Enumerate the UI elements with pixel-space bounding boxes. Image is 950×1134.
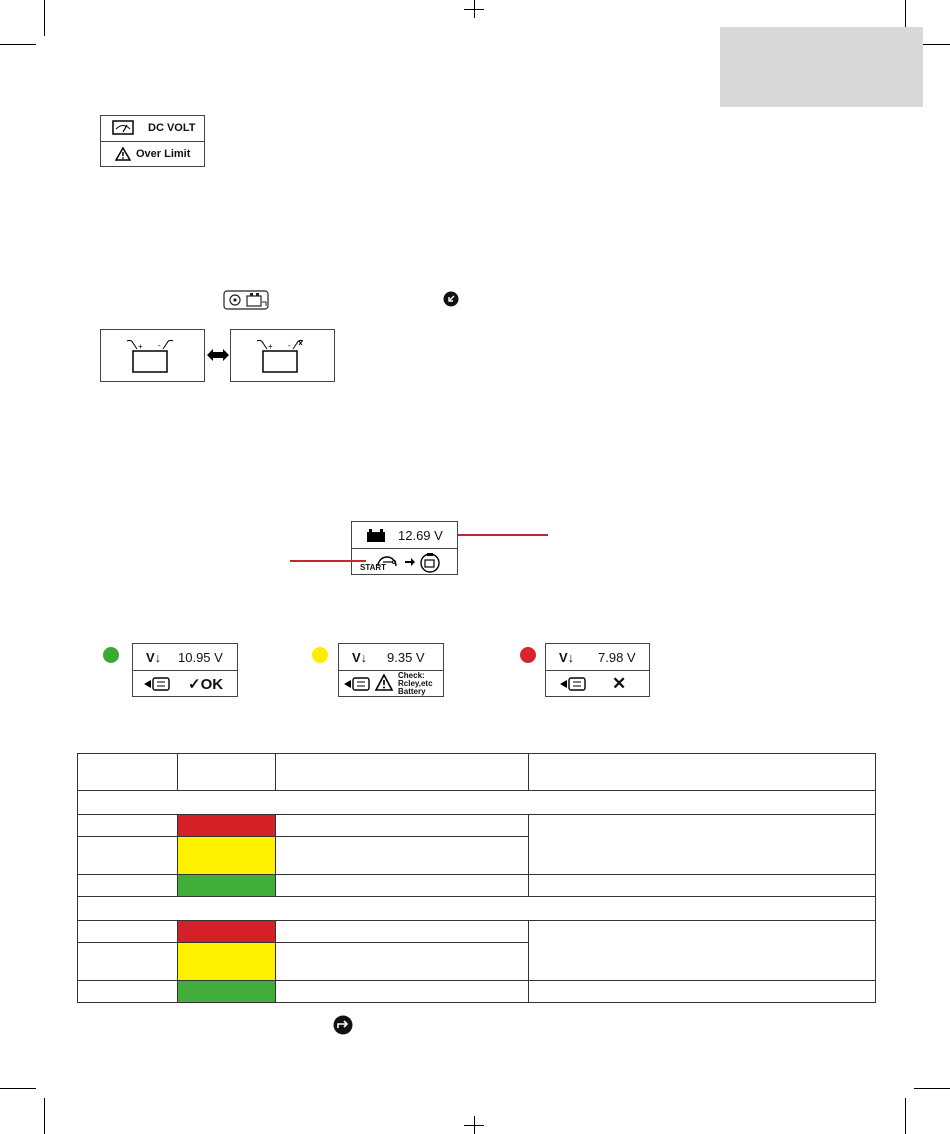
table-cell (78, 981, 178, 1003)
result-screen-check (338, 643, 444, 697)
clamp-screen-left (100, 329, 205, 382)
table-cell (78, 921, 178, 943)
crop-mark (44, 1098, 45, 1134)
svg-text:+: + (138, 342, 143, 351)
crop-mark (905, 1098, 906, 1134)
results-table (77, 753, 876, 1003)
battery-engine-icon (223, 290, 269, 310)
svg-text:+: + (268, 342, 273, 351)
table-cell (78, 815, 178, 837)
status-ok-label: ✓OK (188, 676, 224, 693)
table-cell (276, 981, 529, 1003)
dc-volt-screen (100, 115, 205, 167)
result-voltage: 10.95 V (178, 650, 223, 665)
table-section-cell (78, 897, 876, 921)
start-screen (351, 521, 458, 575)
table-cell (529, 921, 876, 981)
table-cell (276, 943, 529, 981)
result-status-row (546, 671, 649, 697)
table-cell (78, 875, 178, 897)
table-row (78, 921, 876, 943)
callout-line-voltage (458, 534, 548, 536)
back-arrow-icon[interactable] (443, 291, 459, 307)
result-screen-fail (545, 643, 650, 697)
clamp-screen-right (230, 329, 335, 382)
table-cell (276, 837, 529, 875)
result-screen-ok (132, 643, 238, 697)
result-voltage: 9.35 V (387, 650, 425, 665)
table-row (78, 815, 876, 837)
check-relay-text: Check: Rcley,etc Battery (398, 671, 433, 696)
starter-motor-icon (343, 676, 373, 692)
status-fail-label: ✕ (612, 674, 627, 693)
result-voltage-row (546, 644, 649, 671)
battery-icon (366, 528, 386, 543)
arrow-right-icon (405, 558, 415, 566)
crop-mark (0, 44, 36, 45)
voltage-drop-symbol: V↓ (559, 650, 575, 665)
battery-voltage: 12.69 V (398, 528, 443, 543)
dc-volt-label: DC VOLT (148, 122, 196, 134)
color-cell-green (178, 981, 276, 1003)
dc-volt-row (101, 116, 204, 142)
callout-line-start (290, 560, 366, 562)
enter-button-icon[interactable] (333, 1015, 353, 1035)
status-dot-yellow (312, 647, 328, 663)
table-header-row (78, 754, 876, 791)
svg-text:-: - (288, 341, 291, 350)
double-arrow-icon (206, 348, 230, 362)
color-cell-yellow (178, 943, 276, 981)
table-cell (276, 815, 529, 837)
crop-mark (44, 0, 45, 36)
voltmeter-icon (112, 120, 134, 136)
registration-mark (464, 1125, 484, 1126)
result-status-row (339, 671, 443, 697)
registration-mark (464, 9, 484, 10)
starter-motor-icon (143, 676, 173, 692)
table-cell (529, 875, 876, 897)
result-status-row (133, 671, 237, 697)
result-voltage: 7.98 V (598, 650, 636, 665)
table-cell (178, 754, 276, 791)
table-cell (78, 754, 178, 791)
status-dot-red (520, 647, 536, 663)
table-cell (529, 754, 876, 791)
color-cell-green (178, 875, 276, 897)
color-cell-red (178, 921, 276, 943)
table-section-row (78, 791, 876, 815)
color-cell-yellow (178, 837, 276, 875)
table-cell (276, 754, 529, 791)
voltage-drop-symbol: V↓ (146, 650, 162, 665)
warning-triangle-icon (115, 147, 131, 161)
table-cell (529, 815, 876, 875)
crop-mark (0, 1088, 36, 1089)
start-row (352, 549, 457, 575)
battery-clamp-icon (125, 339, 177, 375)
over-limit-row (101, 142, 204, 167)
table-cell (529, 981, 876, 1003)
result-voltage-row (339, 644, 443, 671)
voltage-row (352, 522, 457, 549)
table-section-cell (78, 791, 876, 815)
color-cell-red (178, 815, 276, 837)
starter-motor-icon (559, 676, 589, 692)
result-voltage-row (133, 644, 237, 671)
over-limit-label: Over Limit (136, 148, 191, 160)
voltage-drop-symbol: V↓ (352, 650, 368, 665)
table-row (78, 981, 876, 1003)
table-cell (276, 921, 529, 943)
table-section-row (78, 897, 876, 921)
crop-mark (914, 1088, 950, 1089)
table-cell (276, 875, 529, 897)
warning-triangle-icon (375, 674, 393, 692)
start-label: START (360, 563, 387, 572)
battery-clamp-reversed-icon (255, 339, 307, 375)
table-cell (78, 837, 178, 875)
status-dot-green (103, 647, 119, 663)
section-tab (720, 27, 923, 107)
svg-text:-: - (158, 341, 161, 350)
table-row (78, 875, 876, 897)
engine-icon (419, 551, 441, 573)
table-cell (78, 943, 178, 981)
